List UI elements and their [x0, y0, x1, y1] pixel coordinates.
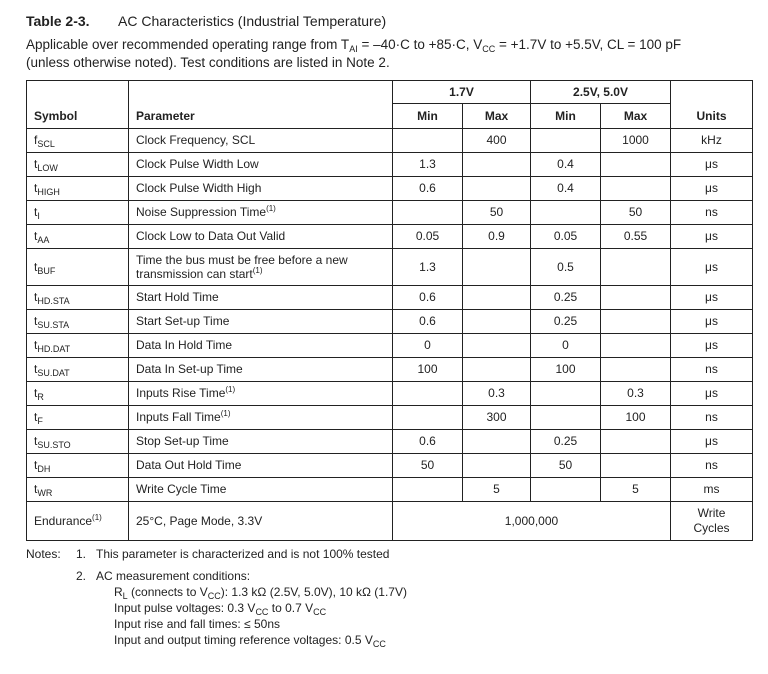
note-2-ref: Input and output timing reference voltages: 0.5 $V_{CC}$	[114, 633, 386, 649]
header-max: Max	[463, 104, 531, 129]
table-row	[27, 285, 753, 309]
table-row	[27, 128, 753, 152]
symbol-cell: $t_{BUF}$	[27, 248, 129, 285]
units-cell: ns	[671, 405, 753, 429]
units-cell: μs	[671, 381, 753, 405]
subscript: AI	[349, 44, 358, 54]
units-cell: ms	[671, 477, 753, 501]
value-cell: 0.25	[531, 429, 601, 453]
table-number: Table 2-3.	[26, 13, 90, 29]
units-cell: kHz	[671, 128, 753, 152]
units-cell: μs	[671, 309, 753, 333]
symbol-cell: $t_{LOW}$	[27, 152, 129, 176]
symbol-cell: $t_{SU.DAT}$	[27, 357, 129, 381]
value-cell	[601, 309, 671, 333]
header-group-1v7: 1.7V	[393, 81, 531, 104]
value-cell	[393, 405, 463, 429]
value-cell: 5	[463, 477, 531, 501]
header-symbol: Symbol	[27, 104, 129, 129]
intro-text-part: = +1.7V to +5.5V, CL = 100 pF	[495, 37, 682, 52]
table-row	[27, 357, 753, 381]
value-cell	[463, 248, 531, 285]
value-cell	[531, 477, 601, 501]
table-row	[27, 453, 753, 477]
symbol-cell: $t_{WR}$	[27, 477, 129, 501]
value-cell	[601, 152, 671, 176]
symbol-cell: $t_{HD.STA}$	[27, 285, 129, 309]
note-1: This parameter is characterized and is not 100% tested	[96, 547, 390, 561]
value-cell: 0.6	[393, 309, 463, 333]
header-parameter: Parameter	[129, 104, 393, 129]
value-cell	[531, 200, 601, 224]
units-cell: μs	[671, 152, 753, 176]
value-cell	[531, 381, 601, 405]
value-cell: 0.25	[531, 285, 601, 309]
value-cell	[463, 429, 531, 453]
table-row	[27, 200, 753, 224]
value-cell	[601, 248, 671, 285]
value-cell: 5	[601, 477, 671, 501]
note-number: 1.	[76, 547, 87, 561]
table-caption	[26, 13, 386, 29]
value-cell	[601, 429, 671, 453]
symbol-cell: $f_{SCL}$	[27, 128, 129, 152]
value-cell: 400	[463, 128, 531, 152]
value-cell: 100	[601, 405, 671, 429]
value-cell: 0.05	[393, 224, 463, 248]
value-cell	[393, 200, 463, 224]
header-min: Min	[531, 104, 601, 129]
notes-label: Notes:	[26, 547, 61, 561]
note-number: 2.	[76, 569, 87, 583]
units-cell: μs	[671, 176, 753, 200]
parameter-cell: Noise Suppression Time$^{(1)}$	[129, 200, 393, 224]
units-cell: ns	[671, 453, 753, 477]
value-cell: 1.3	[393, 248, 463, 285]
value-cell: 100	[531, 357, 601, 381]
value-cell: 100	[393, 357, 463, 381]
notes	[26, 546, 407, 648]
parameter-cell: Clock Low to Data Out Valid	[129, 224, 393, 248]
value-cell: 1.3	[393, 152, 463, 176]
value-cell: 300	[463, 405, 531, 429]
parameter-cell: Data In Set-up Time	[129, 357, 393, 381]
units-cell: μs	[671, 333, 753, 357]
table-row	[27, 405, 753, 429]
symbol-cell: $t_F$	[27, 405, 129, 429]
note-2-rise: Input rise and fall times: ≤ 50ns	[114, 617, 281, 631]
intro-text-part: Applicable over recommended operating range from T	[26, 37, 350, 52]
parameter-cell: Write Cycle Time	[129, 477, 393, 501]
value-cell	[601, 176, 671, 200]
symbol-cell: $t_{HD.DAT}$	[27, 333, 129, 357]
value-cell	[393, 128, 463, 152]
table-row	[27, 152, 753, 176]
parameter-cell: Inputs Fall Time$^{(1)}$	[129, 405, 393, 429]
value-cell: 1000	[601, 128, 671, 152]
value-cell: 0.6	[393, 176, 463, 200]
value-cell: 0.9	[463, 224, 531, 248]
value-cell: 0.3	[601, 381, 671, 405]
table-row	[27, 381, 753, 405]
value-cell: 0.4	[531, 176, 601, 200]
value-cell	[393, 381, 463, 405]
value-cell: 0.25	[531, 309, 601, 333]
symbol-cell: $t_{DH}$	[27, 453, 129, 477]
value-cell	[601, 453, 671, 477]
value-cell: 50	[601, 200, 671, 224]
table-row	[27, 224, 753, 248]
table-row	[27, 333, 753, 357]
value-cell: 0.6	[393, 285, 463, 309]
note-2-rl: $R_L$ (connects to $V_{CC}$): 1.3 kΩ (2.5V, 5.0V), 10 kΩ (1.7V)	[114, 585, 407, 601]
units-cell: μs	[671, 224, 753, 248]
note-2-pulse: Input pulse voltages: 0.3 $V_{CC}$ to 0.7 $V_{CC}$	[114, 601, 327, 617]
value-cell: 0.05	[531, 224, 601, 248]
header-max: Max	[601, 104, 671, 129]
units-cell: μs	[671, 429, 753, 453]
value-cell	[463, 152, 531, 176]
value-cell: 1,000,000	[393, 501, 671, 540]
value-cell	[463, 285, 531, 309]
intro-text-part: = –40·C to +85·C, V	[357, 37, 483, 52]
table-row	[27, 477, 753, 501]
value-cell: 0.6	[393, 429, 463, 453]
value-cell	[531, 405, 601, 429]
parameter-cell: Data Out Hold Time	[129, 453, 393, 477]
symbol-cell: $t_{HIGH}$	[27, 176, 129, 200]
units-cell: ns	[671, 200, 753, 224]
parameter-cell: Data In Hold Time	[129, 333, 393, 357]
value-cell	[601, 285, 671, 309]
symbol-cell: $t_{SU.STA}$	[27, 309, 129, 333]
symbol-cell: $t_{AA}$	[27, 224, 129, 248]
header-min: Min	[393, 104, 463, 129]
table-row	[27, 429, 753, 453]
value-cell	[463, 453, 531, 477]
value-cell: 0.55	[601, 224, 671, 248]
value-cell: 50	[393, 453, 463, 477]
value-cell	[601, 333, 671, 357]
value-cell: 0	[531, 333, 601, 357]
value-cell: 0.5	[531, 248, 601, 285]
note-2: AC measurement conditions:	[96, 569, 251, 583]
value-cell	[463, 357, 531, 381]
value-cell	[601, 357, 671, 381]
parameter-cell: Start Set-up Time	[129, 309, 393, 333]
intro-line-2: (unless otherwise noted). Test conditions are listed in Note 2.	[26, 55, 390, 70]
parameter-cell: Start Hold Time	[129, 285, 393, 309]
subscript: CC	[482, 44, 496, 54]
value-cell	[463, 176, 531, 200]
symbol-cell: $t_R$	[27, 381, 129, 405]
value-cell: 50	[463, 200, 531, 224]
value-cell	[463, 333, 531, 357]
value-cell	[393, 477, 463, 501]
header-group-2v5-5v0: 2.5V, 5.0V	[531, 81, 671, 104]
endurance-row	[27, 501, 753, 540]
symbol-cell: Endurance$^{(1)}$	[27, 501, 129, 540]
header-units: Units	[671, 104, 753, 129]
parameter-cell: Clock Pulse Width High	[129, 176, 393, 200]
table-title: AC Characteristics (Industrial Temperature)	[118, 13, 387, 29]
units-cell: μs	[671, 285, 753, 309]
value-cell: 0.4	[531, 152, 601, 176]
value-cell: 0.3	[463, 381, 531, 405]
parameter-cell: Stop Set-up Time	[129, 429, 393, 453]
parameter-cell: Clock Frequency, SCL	[129, 128, 393, 152]
value-cell: 0	[393, 333, 463, 357]
parameter-cell: 25°C, Page Mode, 3.3V	[129, 501, 393, 540]
intro-text	[26, 36, 766, 72]
table-row	[27, 248, 753, 285]
value-cell	[531, 128, 601, 152]
units-cell: μs	[671, 248, 753, 285]
parameter-cell: Clock Pulse Width Low	[129, 152, 393, 176]
units-cell: Write Cycles	[671, 501, 753, 540]
value-cell	[463, 309, 531, 333]
parameter-cell: Time the bus must be free before a new transmission can start$^{(1)}$	[129, 248, 393, 285]
table-row	[27, 176, 753, 200]
symbol-cell: $t_{SU.STO}$	[27, 429, 129, 453]
parameter-cell: Inputs Rise Time$^{(1)}$	[129, 381, 393, 405]
table-row	[27, 309, 753, 333]
value-cell: 50	[531, 453, 601, 477]
symbol-cell: $t_I$	[27, 200, 129, 224]
units-cell: ns	[671, 357, 753, 381]
ac-characteristics-table	[26, 80, 753, 541]
